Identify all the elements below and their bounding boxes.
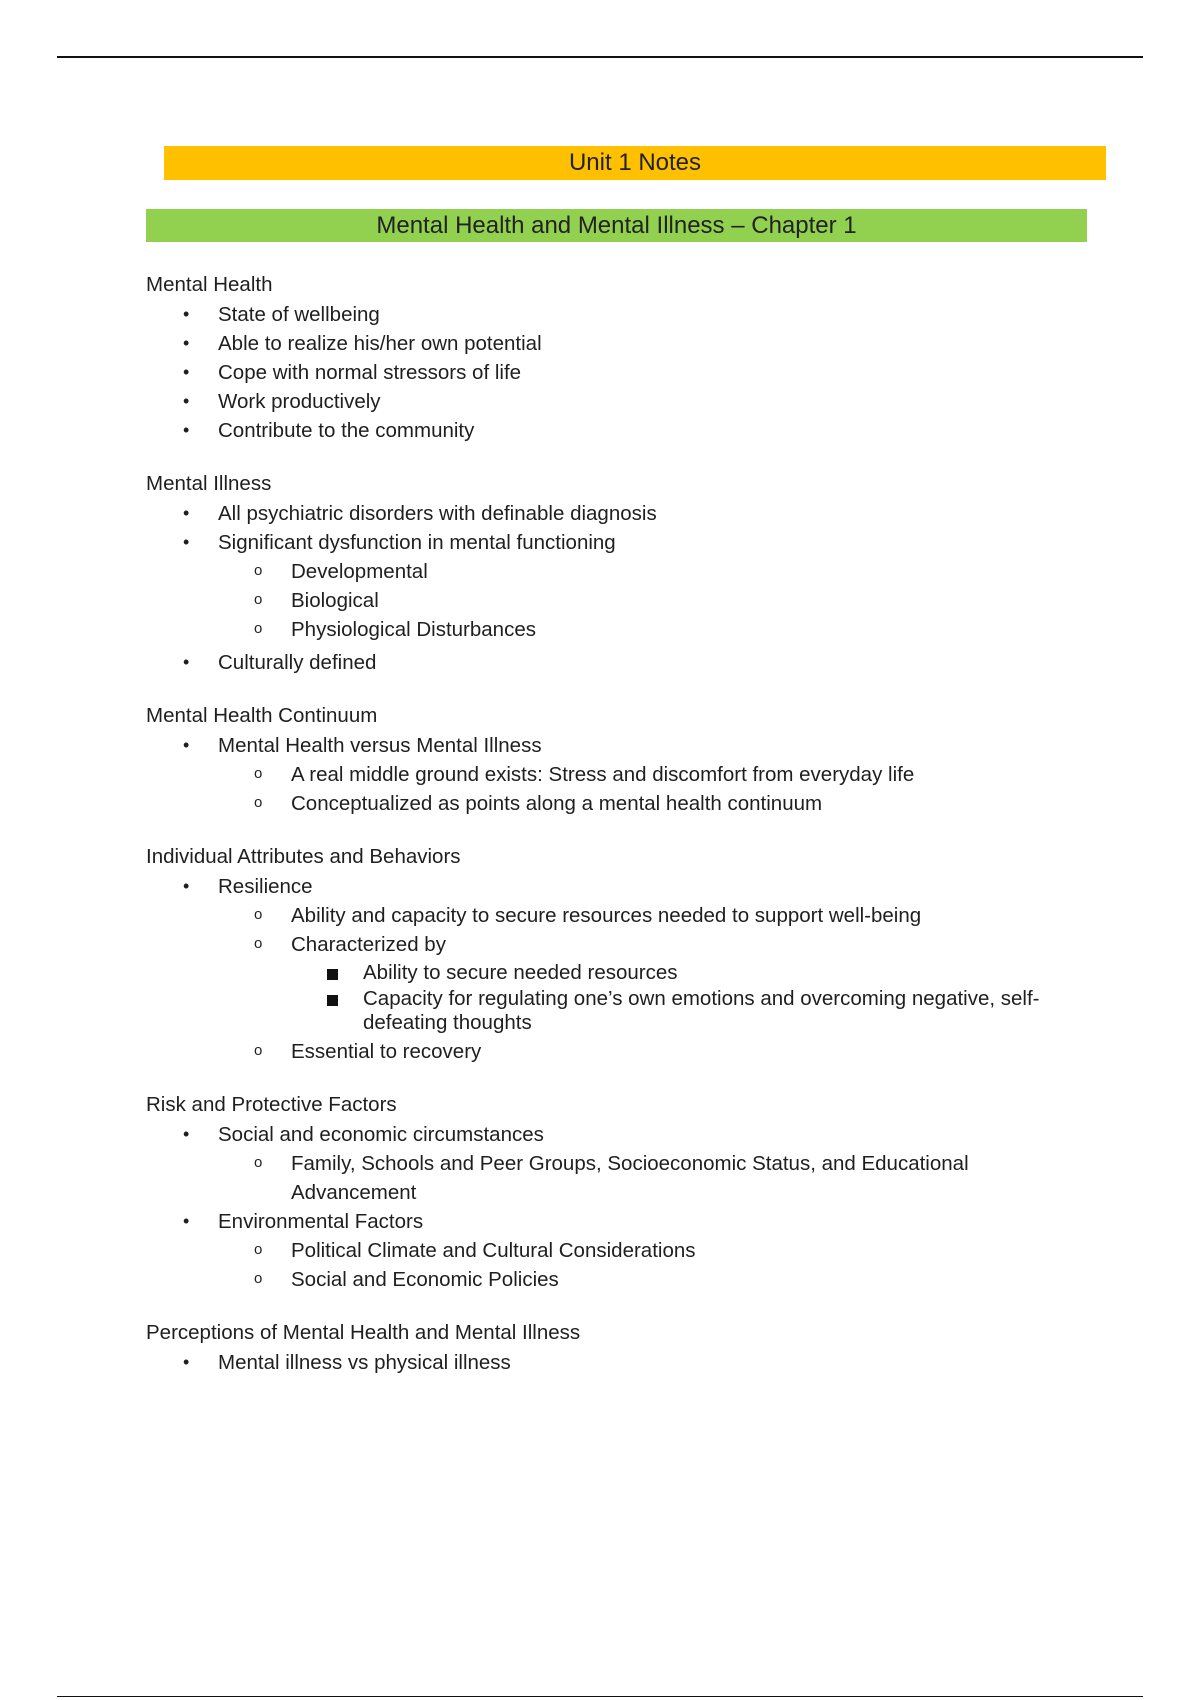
list-item: • Contribute to the community [146,416,1066,445]
circle-bullet-icon: o [254,935,263,952]
list-item: • Significant dysfunction in mental functioning [146,528,1066,557]
bullet-icon: • [183,1124,190,1144]
unit-title-banner [164,146,1106,180]
circle-bullet-icon: o [254,620,263,637]
chapter-title-banner [146,209,1087,242]
unit-title: Unit 1 Notes [568,149,702,176]
top-rule [57,56,1143,58]
bullet-list [146,872,1066,1066]
list-item: • Social and economic circumstances [146,1120,1066,1149]
sub-list-item: o Social and Economic Policies [146,1265,1066,1294]
sub-list-item: o Family, Schools and Peer Groups, Socioeconomic Status, and Educational Advancement [146,1149,1066,1207]
bullet-icon: • [183,1211,190,1231]
section-heading: Mental Health [146,273,273,296]
sub-list-item: o Physiological Disturbances [146,615,1066,644]
bullet-icon: • [183,362,190,382]
section-mental-illness [146,469,1066,677]
section-risk [146,1090,1066,1294]
circle-bullet-icon: o [254,1241,263,1258]
section-continuum [146,701,1066,818]
sub-list-item: o Ability and capacity to secure resources needed to support well-being [146,901,1066,930]
circle-bullet-icon: o [254,1042,263,1059]
section-perceptions [146,1318,1066,1377]
bullet-icon: • [183,735,190,755]
list-item: • Mental Health versus Mental Illness [146,731,1066,760]
section-heading: Perceptions of Mental Health and Mental Illness [146,1321,581,1344]
sub-list-item: o Characterized by [146,930,1066,959]
sub-list-item: o Biological [146,586,1066,615]
section-heading: Mental Health Continuum [146,704,378,727]
list-item: • Cope with normal stressors of life [146,358,1066,387]
list-item: • State of wellbeing [146,300,1066,329]
circle-bullet-icon: o [254,906,263,923]
list-item: • Culturally defined [146,648,1066,677]
bullet-icon: • [183,503,190,523]
bullet-icon: • [183,420,190,440]
bullet-icon: • [183,391,190,411]
sub-list-item: o Essential to recovery [146,1037,1066,1066]
list-item: • Mental illness vs physical illness [146,1348,1066,1377]
circle-bullet-icon: o [254,591,263,608]
list-item: • Work productively [146,387,1066,416]
section-mental-health [146,270,1066,445]
circle-bullet-icon: o [254,794,263,811]
bullet-list [146,300,1066,445]
section-heading: Mental Illness [146,472,272,495]
bottom-rule [57,1696,1143,1697]
bullet-icon: • [183,333,190,353]
circle-bullet-icon: o [254,562,263,579]
bullet-list [146,1120,1066,1294]
sub-list-item: o Conceptualized as points along a mental health continuum [146,789,1066,818]
section-attributes [146,842,1066,1066]
list-item: • Able to realize his/her own potential [146,329,1066,358]
square-bullet-icon [327,995,338,1006]
square-bullet-icon [327,969,338,980]
bullet-list [146,731,1066,818]
list-item: • Environmental Factors [146,1207,1066,1236]
bullet-icon: • [183,532,190,552]
sub-list-item: o Political Climate and Cultural Considerations [146,1236,1066,1265]
section-heading: Individual Attributes and Behaviors [146,845,461,868]
sub-list-item: o Developmental [146,557,1066,586]
chapter-title: Mental Health and Mental Illness – Chapter 1 [376,211,857,239]
sub-sub-list-item: Ability to secure needed resources [146,961,1066,985]
sub-sub-list-item: Capacity for regulating one’s own emotions and overcoming negative, self-defeating thoughts [146,987,1066,1035]
bullet-icon: • [183,1352,190,1372]
sub-list-item: o A real middle ground exists: Stress and discomfort from everyday life [146,760,1066,789]
section-heading: Risk and Protective Factors [146,1093,397,1116]
list-item: • All psychiatric disorders with definable diagnosis [146,499,1066,528]
bullet-list [146,1348,1066,1377]
list-item: • Resilience [146,872,1066,901]
bullet-icon: • [183,304,190,324]
notes-body [146,270,1066,1401]
circle-bullet-icon: o [254,1270,263,1287]
bullet-list [146,499,1066,677]
bullet-icon: • [183,652,190,672]
bullet-icon: • [183,876,190,896]
circle-bullet-icon: o [254,1154,263,1171]
circle-bullet-icon: o [254,765,263,782]
